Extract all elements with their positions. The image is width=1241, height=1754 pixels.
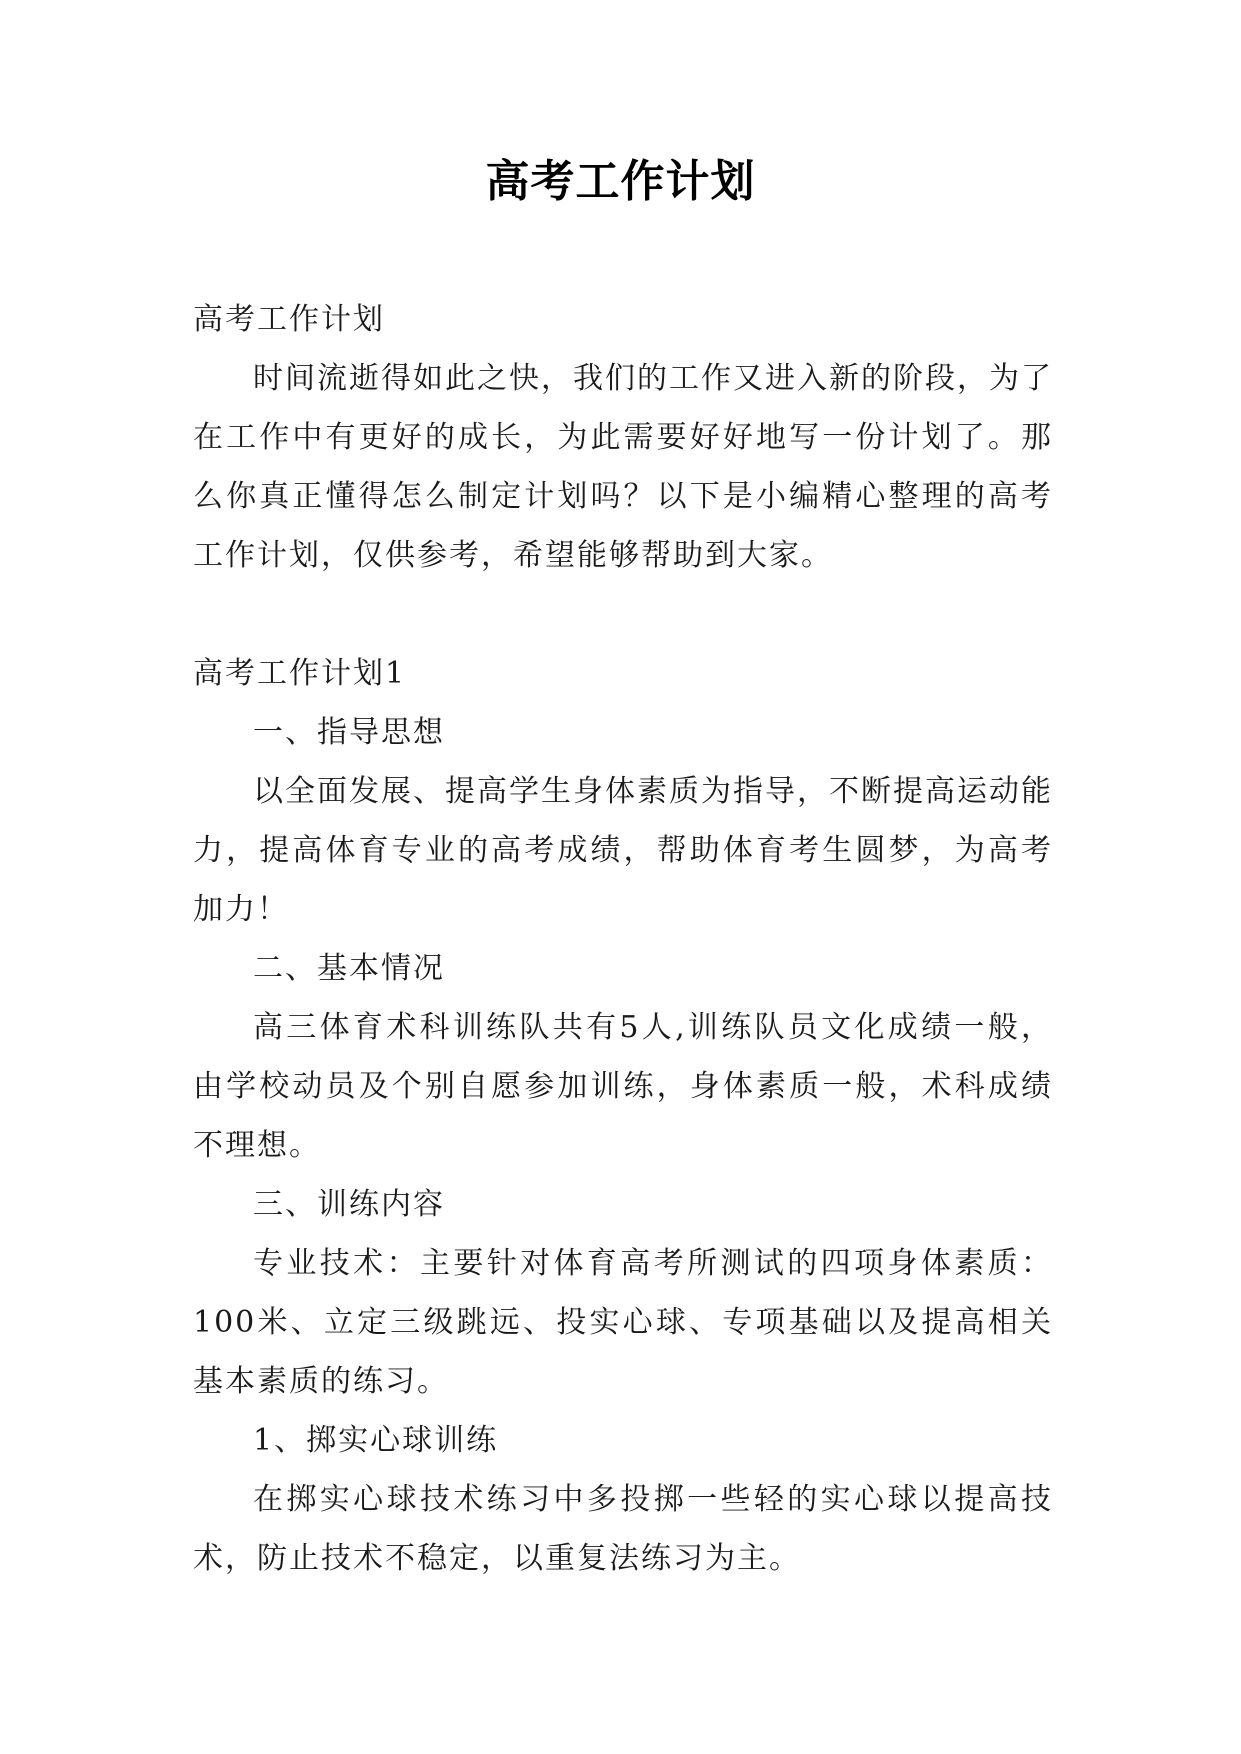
shot-put-paragraph: 在掷实心球技术练习中多投掷一些轻的实心球以提高技术，防止技术不稳定，以重复法练习为主。 [193, 1482, 1053, 1576]
subtitle-heading: 高考工作计划 [193, 302, 385, 337]
document-title: 高考工作计划 [485, 156, 756, 207]
basic-situation-paragraph: 高三体育术科训练队共有5人,训练队员文化成绩一般，由学校动员及个别自愿参加训练，身体素质一般，术科成绩不理想。 [193, 1010, 1053, 1163]
section-heading-guiding-idea: 一、指导思想 [253, 715, 445, 750]
training-content-paragraph: 专业技术：主要针对体育高考所测试的四项身体素质：100米、立定三级跳远、投实心球、专项基础以及提高相关基本素质的练习。 [193, 1246, 1053, 1399]
section-heading-training-content: 三、训练内容 [253, 1187, 445, 1222]
intro-paragraph: 时间流逝得如此之快，我们的工作又进入新的阶段，为了在工作中有更好的成长，为此需要好好地写一份计划了。那么你真正懂得怎么制定计划吗？以下是小编精心整理的高考工作计划，仅供参考，希望能够帮助到大家。 [193, 361, 1053, 573]
subsection-heading-shot-put: 1、掷实心球训练 [253, 1423, 499, 1458]
document-body [193, 290, 1053, 1588]
paragraph-spacer [193, 585, 1053, 644]
plan-1-heading: 高考工作计划1 [193, 656, 407, 691]
guiding-idea-paragraph: 以全面发展、提高学生身体素质为指导，不断提高运动能力，提高体育专业的高考成绩，帮助体育考生圆梦，为高考加力！ [193, 774, 1053, 927]
section-heading-basic-situation: 二、基本情况 [253, 951, 445, 986]
